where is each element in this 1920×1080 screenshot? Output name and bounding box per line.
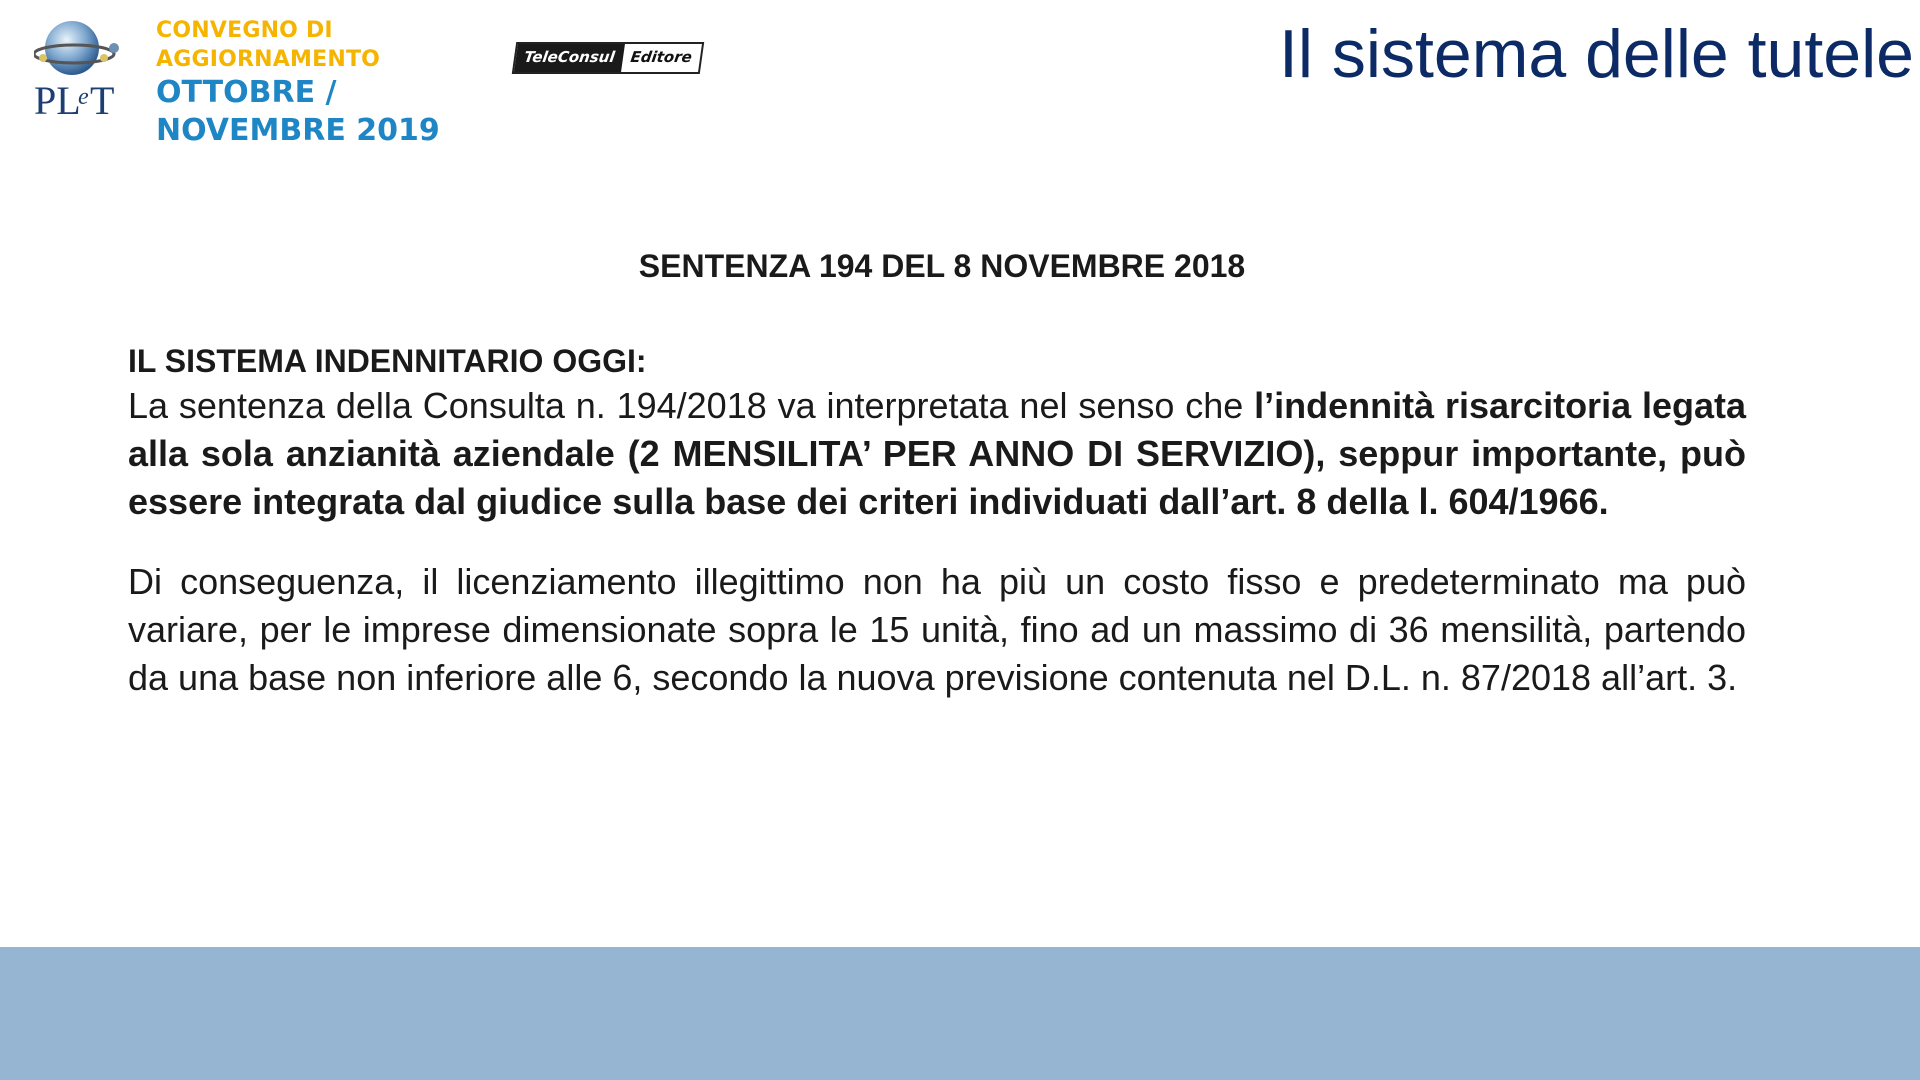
plet-logo	[34, 18, 124, 123]
svg-text:PL: PL	[34, 78, 81, 123]
publisher-badge	[512, 42, 704, 74]
event-line-1: CONVEGNO DI	[156, 18, 333, 43]
svg-text:e: e	[78, 84, 89, 110]
publisher-suffix: Editore	[629, 48, 694, 66]
event-info	[156, 16, 440, 150]
event-line-2: AGGIORNAMENTO	[156, 47, 381, 72]
paragraph-spacer	[128, 526, 1746, 558]
section-title: IL SISTEMA INDENNITARIO OGGI:	[128, 343, 647, 379]
footer-band	[0, 947, 1920, 1080]
paragraph-1-normal: La sentenza della Consulta n. 194/2018 va interpretata nel senso che	[128, 385, 1255, 426]
publisher-name: TeleConsul	[514, 44, 624, 72]
paragraph-1-bold: l’indennità risarcitoria legata alla sola anzianità aziendale (2 MENSILITA’ PER ANNO DI SERVIZIO), seppur importante, può essere integrata dal giudice sulla base dei criteri individuati dall’art. 8 della l. 604/1966.	[128, 385, 1746, 522]
svg-text:T: T	[90, 78, 115, 123]
paragraph-1	[128, 382, 1746, 526]
slide-title: Il sistema delle tutele	[1279, 16, 1914, 92]
event-line-3: OTTOBRE /	[156, 75, 337, 110]
sentence-heading: SENTENZA 194 DEL 8 NOVEMBRE 2018	[638, 248, 1246, 284]
paragraph-2: Di conseguenza, il licenziamento illegittimo non ha più un costo fisso e predeterminato ma può variare, per le imprese dimensionate sopra le 15 unità, fino ad un massimo di 36 mensilità, partendo da una base non inferiore alle 6, secondo la nuova previsione contenuta nel D.L. n. 87/2018 all’art. 3.	[128, 561, 1746, 698]
body-content	[128, 340, 1746, 702]
event-line-4: NOVEMBRE 2019	[156, 113, 440, 148]
globe-logo-icon	[34, 18, 124, 123]
